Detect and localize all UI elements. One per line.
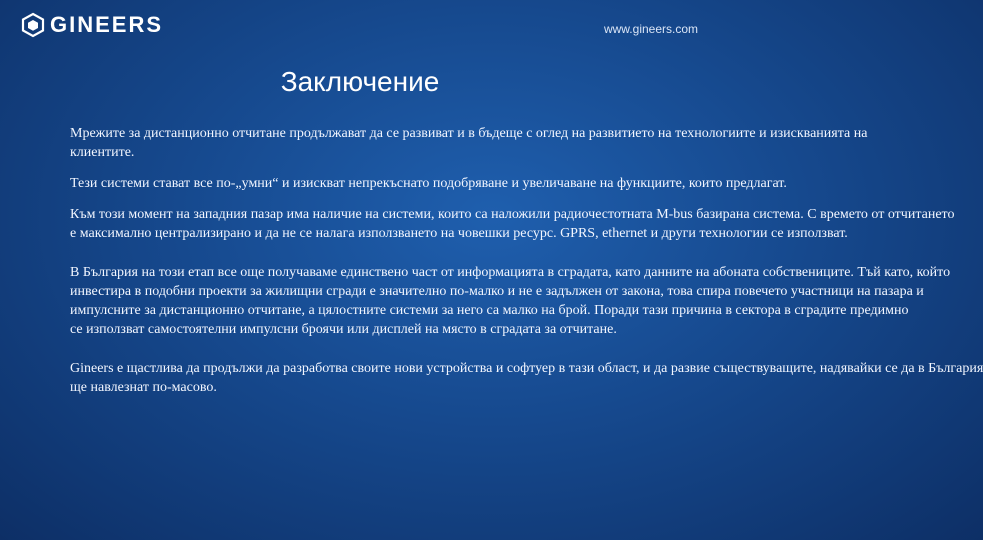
paragraph-line: се използват самостоятелни импулсни броячи или дисплей на място в сградата за отчитане. — [70, 322, 617, 337]
brand-logo — [22, 12, 163, 38]
paragraph-line: е максимално централизирано и да не се налага използването на човешки ресурс. GPRS, ethernet и други технологии се използват. — [70, 226, 848, 241]
logo-text: GINEERS — [50, 12, 164, 37]
paragraph-line: Към този момент на западния пазар има наличие на системи, които са наложили радиочестотната M-bus базирана система. С времето от отчитането — [70, 207, 955, 222]
paragraph-western-market — [70, 205, 955, 243]
paragraph-line: ще навлезнат по-масово. — [70, 380, 217, 395]
site-url: www.gineers.com — [603, 22, 698, 36]
paragraph-mesh-networks — [70, 124, 868, 162]
paragraph-line: Тези системи стават все по-„умни“ и изискват непрекъснато подобряване и увеличаване на функциите, които предлагат. — [70, 176, 787, 191]
logo-hexagon-icon — [22, 13, 44, 37]
slide-title: Заключение — [280, 66, 440, 97]
paragraph-line: клиентите. — [70, 145, 135, 160]
paragraph-line: Gineers е щастлива да продължи да разработва своите нови устройства и софтуер в тази област, и да развие съществуващите, надявайки се да в България — [70, 361, 983, 376]
paragraph-smart-systems — [70, 174, 787, 193]
paragraph-line: Мрежите за дистанционно отчитане продължават да се развиват и в бъдеще с оглед на развитието на технологиите и изискванията на — [70, 126, 868, 141]
paragraph-line: импулсните за дистанционно отчитане, а цялостните системи за него са малко на брой. Поради тази причина в сектора в сградите предимно — [70, 303, 909, 318]
paragraph-line: В България на този етап все още получаваме единствено част от информацията в сградата, като данните на абоната собствениците. Тъй като, който — [70, 265, 951, 280]
slide-content — [70, 124, 983, 409]
paragraph-gineers — [70, 359, 983, 397]
paragraph-line: инвестира в подобни проекти за жилищни сгради е значително по-малко и не е задължен от закона, това спира повечето участници на пазара и — [70, 284, 924, 299]
paragraph-bulgaria — [70, 263, 951, 339]
